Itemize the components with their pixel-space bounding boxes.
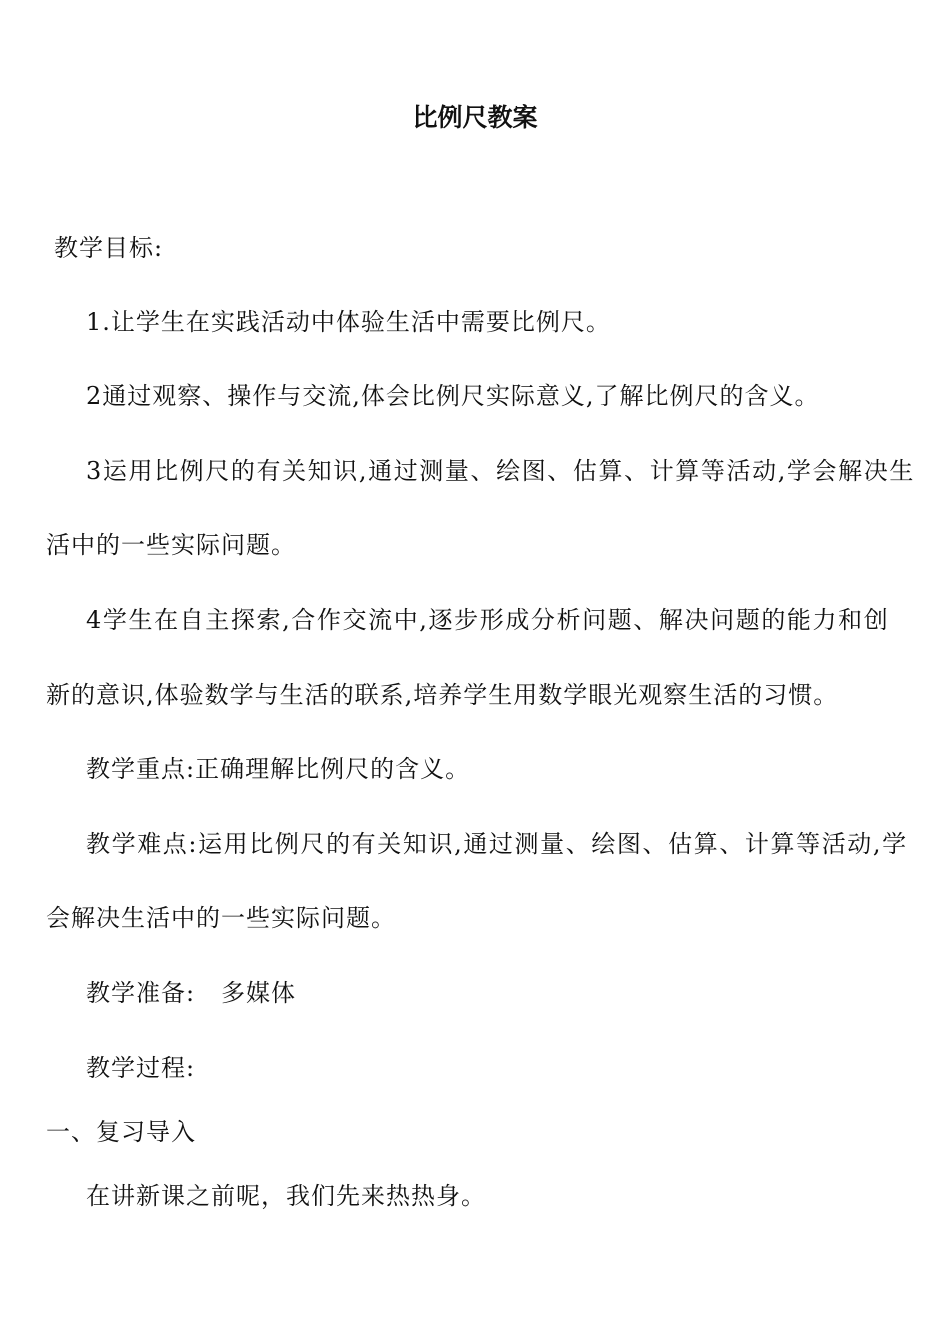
objective-2: 2通过观察、操作与交流,体会比例尺实际意义,了解比例尺的含义。: [86, 382, 820, 410]
objective-3-line-1: 3运用比例尺的有关知识,通过测量、绘图、估算、计算等活动,学会解决生: [86, 457, 915, 485]
objective-1: 1.让学生在实践活动中体验生活中需要比例尺。: [86, 308, 611, 336]
page-title: 比例尺教案: [412, 103, 538, 132]
part-one-text: 在讲新课之前呢，我们先来热热身。: [86, 1182, 486, 1210]
objective-3-line-2: 活中的一些实际问题。: [46, 531, 296, 559]
part-one-heading: 一、复习导入: [46, 1118, 196, 1146]
objective-4-line-1: 4学生在自主探索,合作交流中,逐步形成分析问题、解决问题的能力和创: [86, 606, 890, 634]
preparation: 教学准备: 多媒体: [86, 979, 296, 1007]
objective-4-line-2: 新的意识,体验数学与生活的联系,培养学生用数学眼光观察生活的习惯。: [46, 681, 839, 709]
difficulty-line-2: 会解决生活中的一些实际问题。: [46, 904, 396, 932]
objectives-heading: 教学目标:: [54, 234, 164, 262]
difficulty-line-1: 教学难点:运用比例尺的有关知识,通过测量、绘图、估算、计算等活动,学: [86, 830, 908, 858]
key-point: 教学重点:正确理解比例尺的含义。: [86, 755, 471, 783]
process-heading: 教学过程:: [86, 1054, 196, 1082]
